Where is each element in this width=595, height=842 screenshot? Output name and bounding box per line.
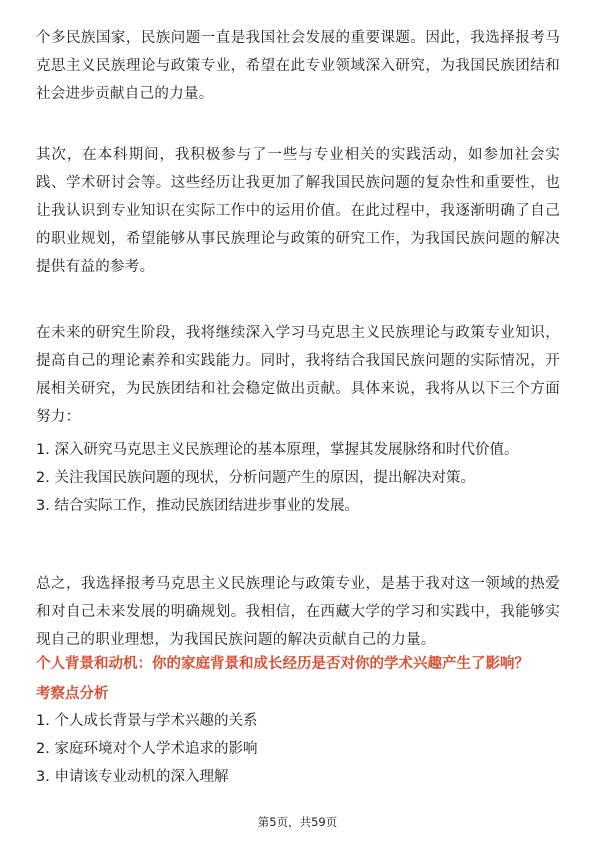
paragraph-conclusion: 总之，我选择报考马克思主义民族理论与政策专业，是基于我对这一领域的热爱和对自己未来发展的明确规划。我相信，在西藏大学的学习和实践中，我能够实现自己的职业理想，为我国民族问题的解决贡献自己的力量。 <box>36 576 560 648</box>
paragraph-motivation-continued: 个多民族国家，民族问题一直是我国社会发展的重要课题。因此，我选择报考马克思主义民族理论与政策专业，希望在此专业领域深入研究，为我国民族团结和社会进步贡献自己的力量。 <box>36 30 560 102</box>
analysis-list-item: 1. 个人成长背景与学术兴趣的关系 <box>36 713 258 729</box>
plan-list-item: 3. 结合实际工作，推动民族团结进步事业的发展。 <box>36 498 359 514</box>
paragraph-undergrad-practice: 其次，在本科期间，我积极参与了一些与专业相关的实践活动，如参加社会实践、学术研讨会等。这些经历让我更加了解我国民族问题的复杂性和重要性，也让我认识到专业知识在实际工作中的运用价值。在此过程中，我逐渐明确了自己的职业规划，希望能够从事民族理论与政策的研究工作，为我国民族问题的解决提供有益的参考。 <box>36 147 560 275</box>
analysis-heading: 考察点分析 <box>36 686 109 702</box>
analysis-list <box>36 707 560 791</box>
page-footer: 第5页，共59页 <box>257 815 338 829</box>
paragraph-future-plan: 在未来的研究生阶段，我将继续深入学习马克思主义民族理论与政策专业知识，提高自己的理论素养和实践能力。同时，我将结合我国民族问题的实际情况，开展相关研究，为民族团结和社会稳定做出贡献。具体来说，我将从以下三个方面努力： <box>36 325 560 425</box>
plan-list-item: 2. 关注我国民族问题的现状，分析问题产生的原因，提出解决对策。 <box>36 470 475 486</box>
analysis-list-item: 3. 申请该专业动机的深入理解 <box>36 769 229 785</box>
plan-list <box>36 436 560 520</box>
plan-list-item: 1. 深入研究马克思主义民族理论的基本原理，掌握其发展脉络和时代价值。 <box>36 442 519 458</box>
analysis-list-item: 2. 家庭环境对个人学术追求的影响 <box>36 741 258 757</box>
interview-question: 个人背景和动机：你的家庭背景和成长经历是否对你的学术兴趣产生了影响？ <box>36 656 529 672</box>
